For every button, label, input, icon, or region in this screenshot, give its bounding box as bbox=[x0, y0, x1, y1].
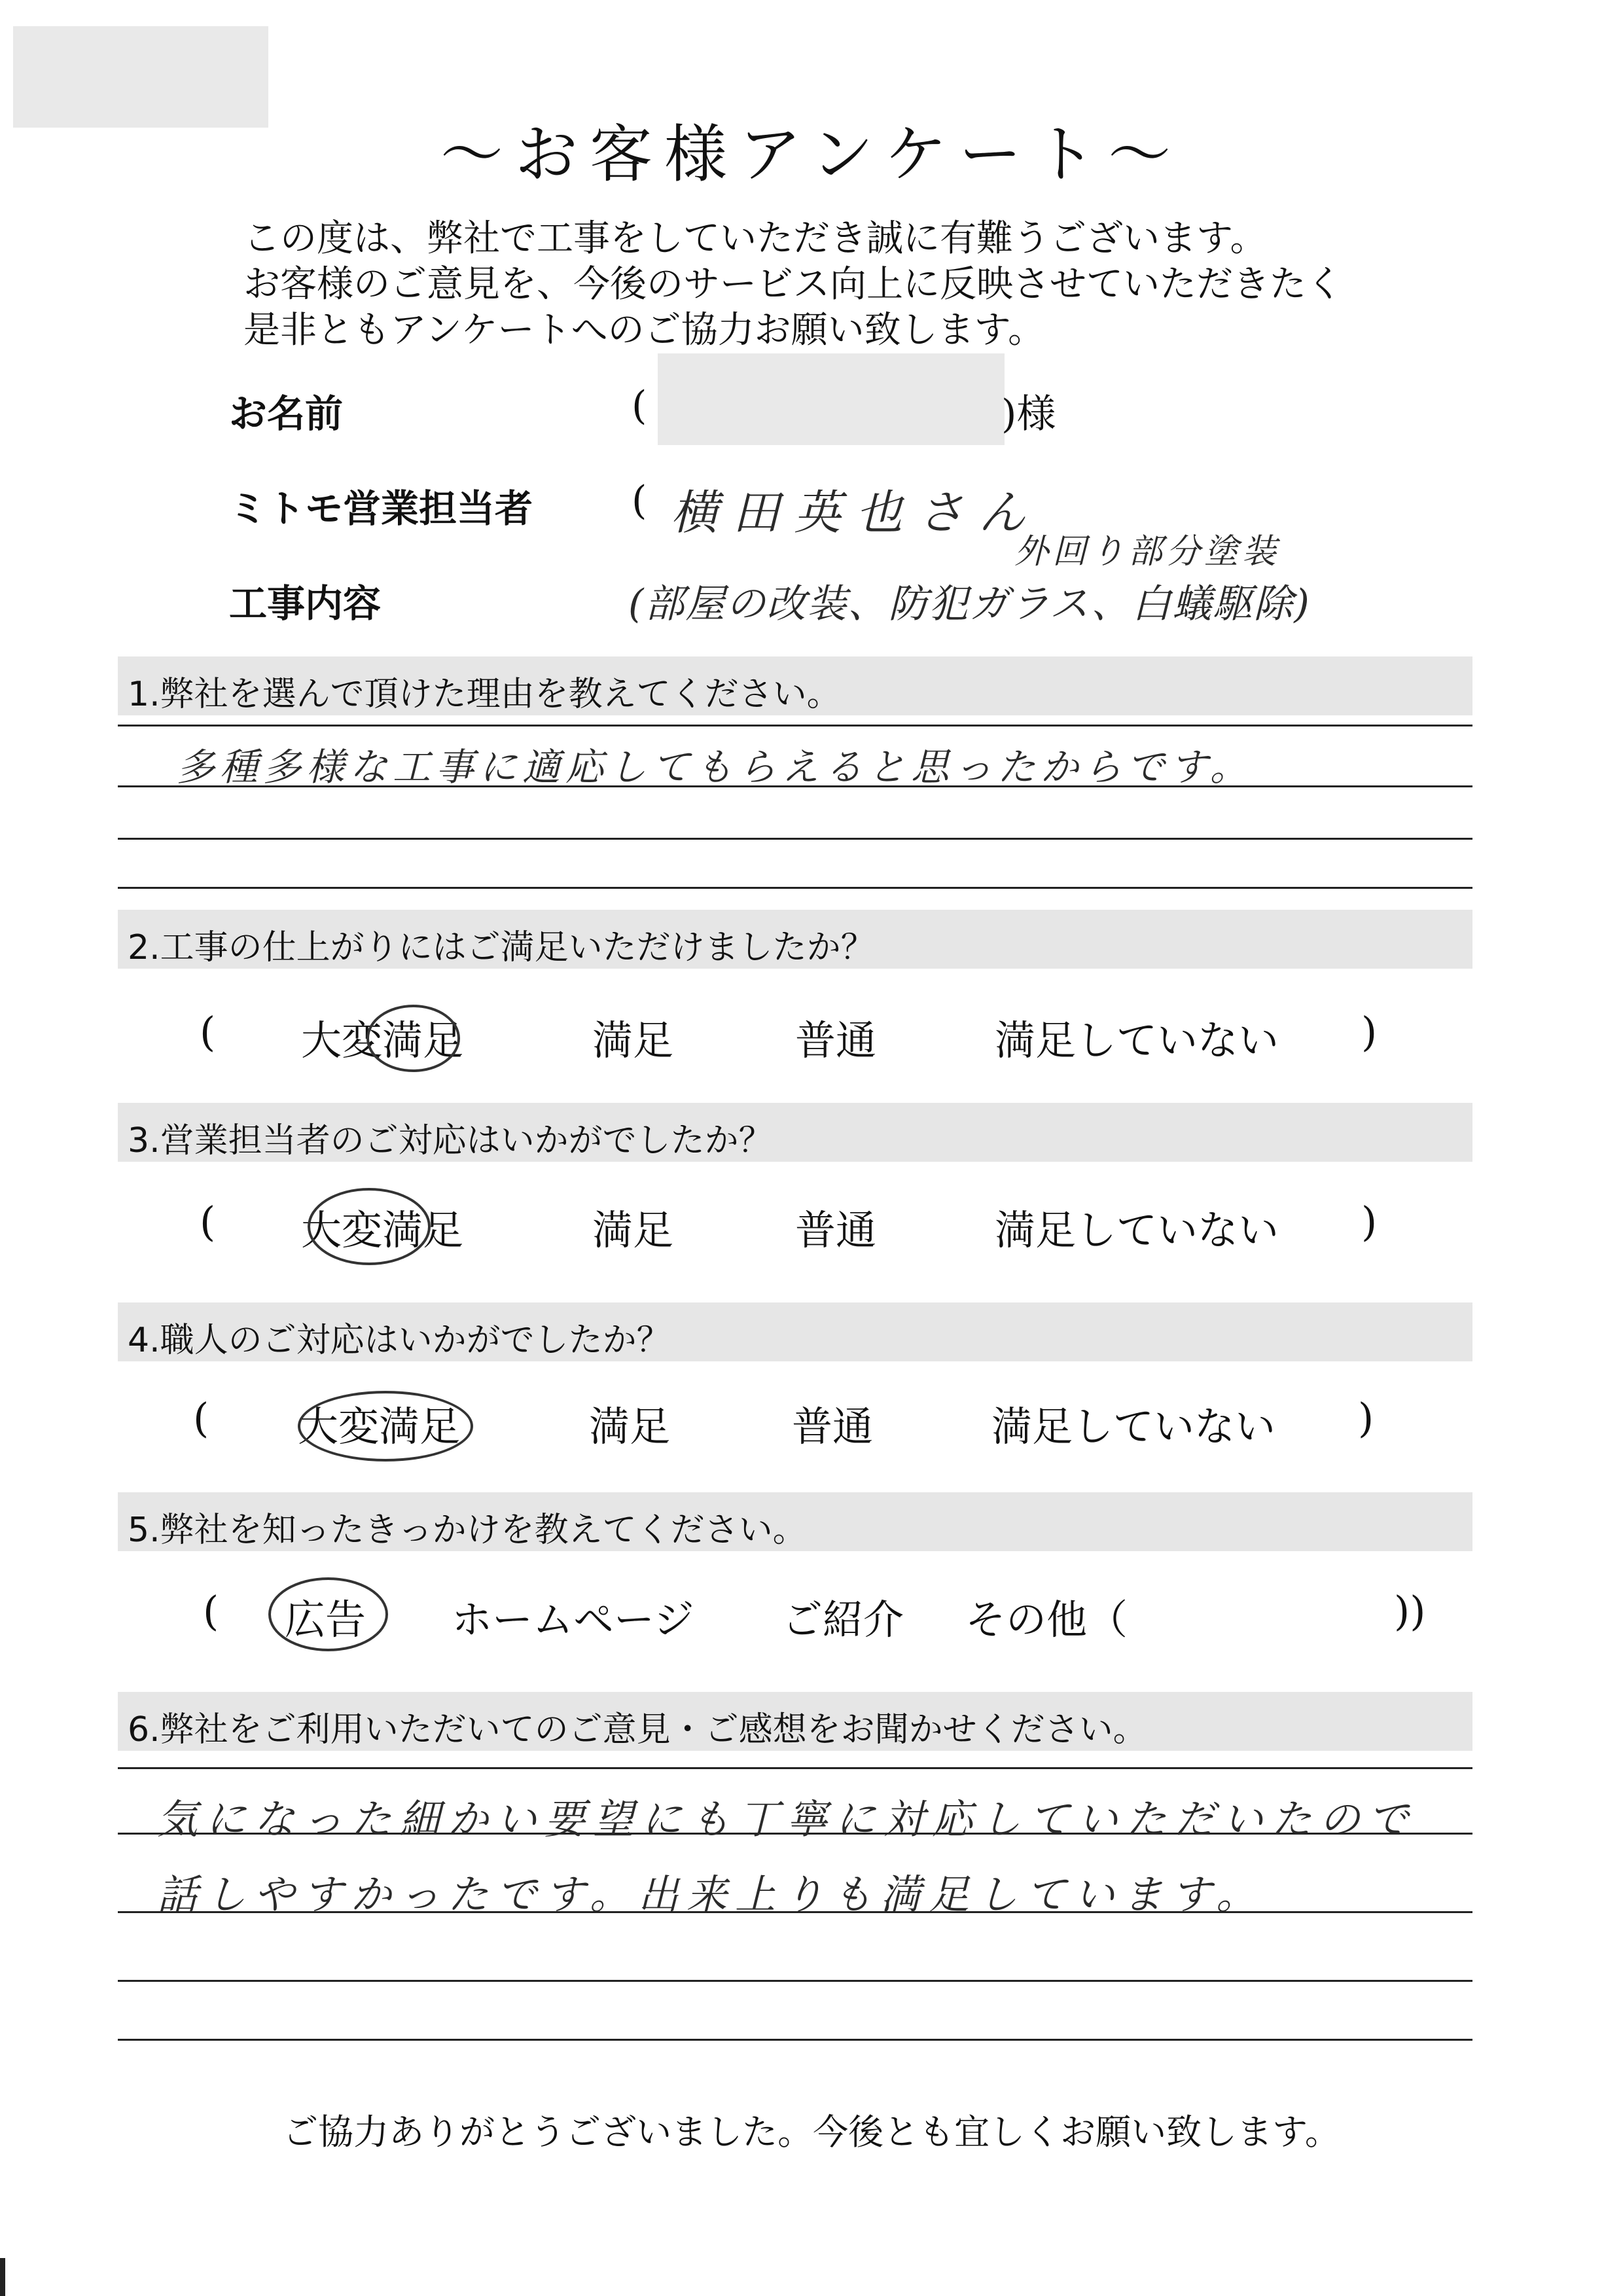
q6-answer-line-1: 気になった細かい要望にも丁寧に対応していただいたので bbox=[157, 1795, 1417, 1843]
q3-open-paren: ( bbox=[200, 1198, 216, 1246]
q3-option-very-satisfied[interactable]: 大変満足 bbox=[301, 1206, 464, 1254]
q5-option-advertisement[interactable]: 広告 bbox=[285, 1596, 366, 1643]
q4-open-paren: ( bbox=[193, 1394, 209, 1442]
q6-rule-4 bbox=[118, 1980, 1472, 1982]
name-open-paren: ( bbox=[632, 383, 647, 429]
q1-rule-3 bbox=[118, 838, 1472, 840]
q5-option-referral[interactable]: ご紹介 bbox=[782, 1596, 904, 1643]
q1-question: 1.弊社を選んで頂けた理由を教えてください。 bbox=[128, 675, 841, 714]
q2-close-paren: ) bbox=[1361, 1008, 1378, 1056]
q1-rule-4 bbox=[118, 887, 1472, 889]
q2-option-normal[interactable]: 普通 bbox=[795, 1016, 877, 1064]
q6-rule-5 bbox=[118, 2039, 1472, 2041]
work-content-handwritten: (部屋の改装、防犯ガラス、白蟻駆除) bbox=[628, 581, 1311, 627]
q3-selection-circle bbox=[308, 1188, 431, 1265]
q4-question: 4.職人のご対応はいかがでしたか？ bbox=[128, 1321, 671, 1360]
scan-edge-mark bbox=[0, 2258, 5, 2296]
intro-line-1: この度は、弊社で工事をしていただき誠に有難うございます。 bbox=[243, 217, 1267, 260]
q5-question: 5.弊社を知ったきっかけを教えてください。 bbox=[128, 1511, 807, 1550]
q3-option-normal[interactable]: 普通 bbox=[795, 1206, 877, 1254]
q3-close-paren: ) bbox=[1361, 1198, 1378, 1246]
q3-option-satisfied[interactable]: 満足 bbox=[592, 1206, 674, 1254]
name-close-paren: )様 bbox=[1001, 391, 1056, 437]
footer-thanks: ご協力ありがとうございました。今後とも宜しくお願い致します。 bbox=[283, 2111, 1340, 2153]
q4-option-satisfied[interactable]: 満足 bbox=[589, 1403, 671, 1450]
q1-rule-1 bbox=[118, 725, 1472, 726]
q2-option-satisfied[interactable]: 満足 bbox=[592, 1016, 674, 1064]
q3-question: 3.営業担当者のご対応はいかがでしたか？ bbox=[128, 1121, 773, 1160]
work-content-top-handwritten: 外回り部分塗装 bbox=[1014, 532, 1281, 571]
work-label: 工事内容 bbox=[229, 581, 382, 626]
q2-option-not-satisfied[interactable]: 満足していない bbox=[995, 1016, 1279, 1064]
q5-option-other[interactable]: その他（ bbox=[965, 1596, 1128, 1643]
name-label: お名前 bbox=[229, 391, 344, 436]
q4-option-very-satisfied[interactable]: 大変満足 bbox=[298, 1403, 461, 1450]
q6-answer-line-2: 話しやすかったです。出来上りも満足しています。 bbox=[157, 1871, 1265, 1918]
staff-label: ミトモ営業担当者 bbox=[229, 486, 533, 531]
q5-open-paren: ( bbox=[203, 1587, 219, 1635]
q5-option-homepage[interactable]: ホームページ bbox=[452, 1596, 694, 1643]
q4-option-normal[interactable]: 普通 bbox=[792, 1403, 874, 1450]
q3-option-not-satisfied[interactable]: 満足していない bbox=[995, 1206, 1279, 1254]
q4-option-not-satisfied[interactable]: 満足していない bbox=[991, 1403, 1276, 1450]
q6-rule-1 bbox=[118, 1767, 1472, 1769]
q4-selection-circle bbox=[298, 1391, 473, 1462]
staff-name-handwritten: 横田英也さん bbox=[671, 485, 1041, 540]
intro-line-2: お客様のご意見を、今後のサービス向上に反映させていただきたく bbox=[243, 263, 1343, 306]
q4-close-paren: ) bbox=[1358, 1394, 1374, 1442]
q1-answer-handwritten: 多種多様な工事に適応してもらえると思ったからです。 bbox=[177, 745, 1253, 789]
q5-selection-circle bbox=[268, 1577, 388, 1651]
q2-question: 2.工事の仕上がりにはご満足いただけましたか？ bbox=[128, 928, 875, 967]
q6-question: 6.弊社をご利用いただいてのご意見・ご感想をお聞かせください。 bbox=[128, 1710, 1147, 1749]
staff-open-paren: ( bbox=[632, 478, 647, 524]
q2-option-very-satisfied[interactable]: 大変満足 bbox=[301, 1016, 464, 1064]
intro-line-3: 是非ともアンケートへのご協力お願い致します。 bbox=[243, 309, 1045, 351]
name-redaction bbox=[658, 353, 1005, 445]
page-title: ～お客様アンケート～ bbox=[440, 118, 1183, 191]
q2-open-paren: ( bbox=[200, 1008, 216, 1056]
q5-close-parens: )) bbox=[1394, 1587, 1426, 1635]
q2-selection-circle bbox=[366, 1005, 460, 1072]
